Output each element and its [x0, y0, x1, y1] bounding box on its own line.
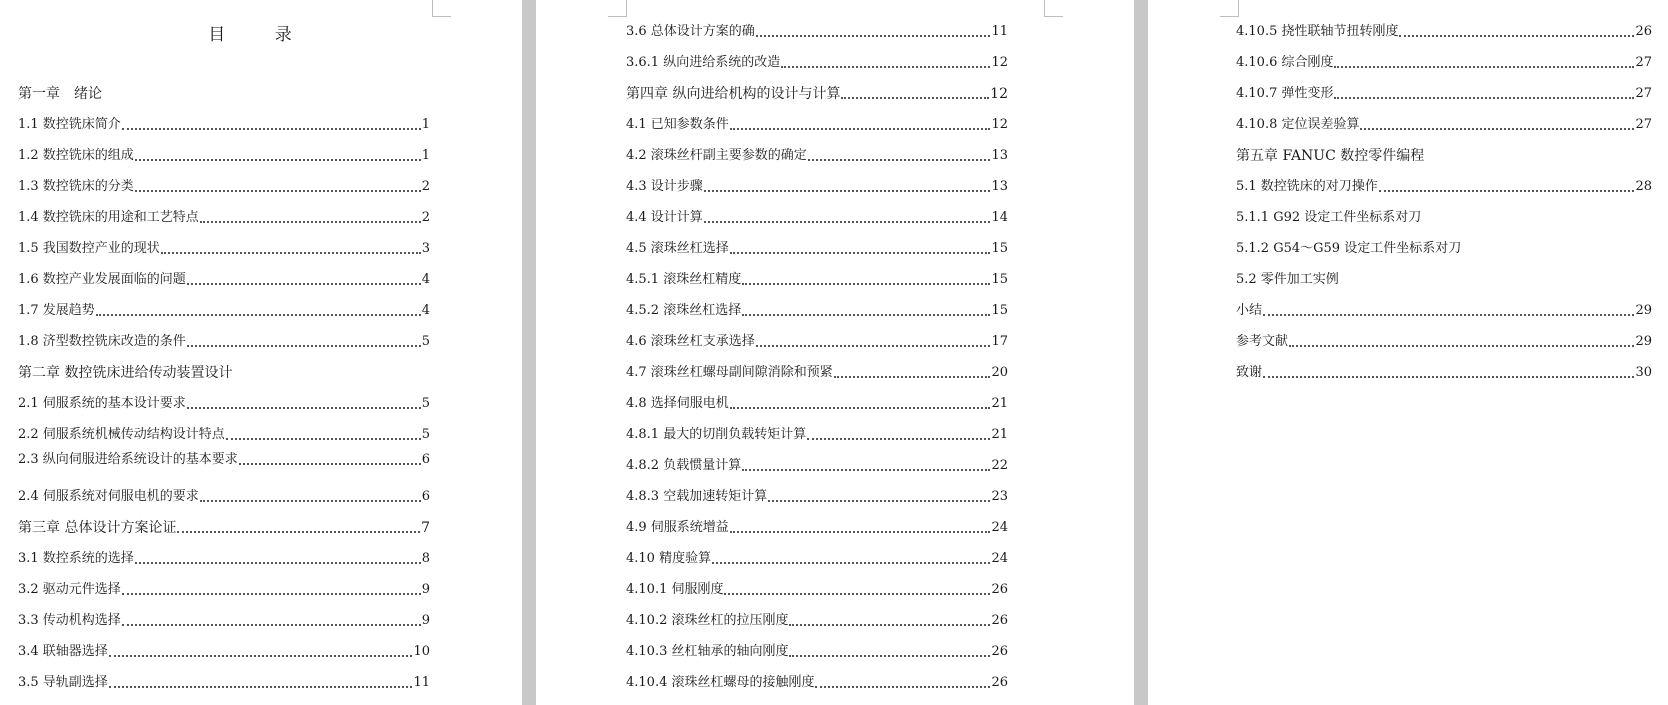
- toc-chapter[interactable]: [18, 520, 430, 536]
- toc-entry-label: 小结: [1236, 303, 1263, 318]
- toc-page-number: 26: [991, 675, 1008, 690]
- toc-leader-dots: [1360, 128, 1634, 130]
- document-page-2: [536, 0, 1134, 705]
- toc-entry[interactable]: [18, 427, 430, 443]
- toc-page-number: 29: [1635, 303, 1652, 318]
- toc-leader-dots: [239, 463, 421, 465]
- toc-entry-label: 第三章 总体设计方案论证: [18, 520, 177, 536]
- toc-entry-label: 4.10.4 滚珠丝杠螺母的接触刚度: [626, 675, 815, 690]
- toc-page-number: 24: [991, 551, 1008, 566]
- toc-page-number: 4: [421, 303, 430, 318]
- toc-leader-dots: [704, 221, 991, 223]
- toc-entry-label: 1.6 数控产业发展面临的问题: [18, 272, 186, 287]
- toc-leader-dots: [1379, 190, 1635, 192]
- toc-page-number: 12: [990, 86, 1008, 102]
- toc-entry[interactable]: [626, 241, 1008, 257]
- toc-page-number: 13: [991, 179, 1008, 194]
- toc-entry[interactable]: [1236, 334, 1652, 350]
- toc-entry[interactable]: [18, 452, 430, 468]
- toc-entry-label: 1.5 我国数控产业的现状: [18, 241, 160, 256]
- toc-entry-label: 第一章 绪论: [18, 86, 102, 102]
- toc-entry[interactable]: [1236, 303, 1652, 319]
- toc-entry-label: 4.2 滚珠丝杆副主要参数的确定: [626, 148, 807, 163]
- toc-leader-dots: [712, 562, 990, 564]
- toc-entry[interactable]: [18, 303, 430, 319]
- toc-entry-label: 4.8 选择伺服电机: [626, 396, 729, 411]
- toc-entry[interactable]: [18, 210, 430, 226]
- toc-leader-dots: [841, 97, 989, 99]
- toc-page-number: 17: [991, 334, 1008, 349]
- toc-entry-label: 1.1 数控铣床简介: [18, 117, 121, 132]
- toc-chapter[interactable]: [18, 86, 430, 102]
- toc-page-number: 6: [421, 452, 430, 467]
- toc-leader-dots: [789, 624, 990, 626]
- toc-page-number: 29: [1635, 334, 1652, 349]
- toc-entry-label: 3.5 导轨副选择: [18, 675, 108, 690]
- toc-entry[interactable]: [626, 458, 1008, 474]
- toc-entry-label: 1.4 数控铣床的用途和工艺特点: [18, 210, 199, 225]
- toc-entry-label: 3.6.1 纵向进给系统的改造: [626, 55, 781, 70]
- toc-leader-dots: [187, 407, 421, 409]
- toc-page-number: 8: [421, 551, 430, 566]
- toc-page-number: 6: [421, 489, 430, 504]
- toc-entry-label: 3.3 传动机构选择: [18, 613, 121, 628]
- toc-entry-label: 4.5 滚珠丝杠选择: [626, 241, 729, 256]
- toc-page-number: 12: [991, 55, 1008, 70]
- toc-page-number: 28: [1635, 179, 1652, 194]
- toc-leader-dots: [135, 190, 421, 192]
- toc-page-number: 22: [991, 458, 1008, 473]
- toc-leader-dots: [1334, 66, 1634, 68]
- toc-entry[interactable]: [626, 582, 1008, 598]
- toc-leader-dots: [1289, 345, 1634, 347]
- toc-leader-dots: [1334, 97, 1634, 99]
- toc-leader-dots: [730, 252, 991, 254]
- toc-page-number: 26: [1635, 24, 1652, 39]
- toc-entry[interactable]: [626, 396, 1008, 412]
- toc-leader-dots: [815, 686, 990, 688]
- toc-entry-label: 4.10.3 丝杠轴承的轴向刚度: [626, 644, 789, 659]
- toc-entry-label: 4.7 滚珠丝杠螺母副间隙消除和预紧: [626, 365, 833, 380]
- page-gutter: [1134, 0, 1148, 705]
- toc-entry[interactable]: [626, 303, 1008, 319]
- toc-entry-label: 2.2 伺服系统机械传动结构设计特点: [18, 427, 225, 442]
- toc-entry[interactable]: [18, 644, 430, 660]
- toc-leader-dots: [808, 159, 991, 161]
- toc-leader-dots: [187, 345, 421, 347]
- toc-entry-label: 3.6 总体设计方案的确: [626, 24, 755, 39]
- toc-leader-dots: [834, 376, 991, 378]
- toc-leader-dots: [187, 283, 421, 285]
- toc-entry[interactable]: [1236, 55, 1652, 71]
- toc-leader-dots: [161, 252, 421, 254]
- toc-page-number: 12: [991, 117, 1008, 132]
- page-corner-mark: [1044, 0, 1063, 17]
- toc-entry[interactable]: [626, 55, 1008, 71]
- toc-entry-label: 4.10.2 滚珠丝杠的拉压刚度: [626, 613, 789, 628]
- toc-entry[interactable]: [626, 24, 1008, 40]
- toc-page-number: 26: [991, 644, 1008, 659]
- toc-entry-label: 3.1 数控系统的选择: [18, 551, 134, 566]
- toc-entry-label: 5.2 零件加工实例: [1236, 272, 1339, 287]
- toc-entry[interactable]: [626, 365, 1008, 381]
- toc-leader-dots: [724, 593, 990, 595]
- toc-page-number: 9: [421, 582, 430, 597]
- toc-page-number: 24: [991, 520, 1008, 535]
- toc-leader-dots: [122, 128, 421, 130]
- toc-page-number: 27: [1635, 86, 1652, 101]
- toc-page-number: 20: [991, 365, 1008, 380]
- toc-entry[interactable]: [18, 272, 430, 288]
- toc-entry-label: 3.2 驱动元件选择: [18, 582, 121, 597]
- toc-page-number: 23: [991, 489, 1008, 504]
- toc-entry-label: 致谢: [1236, 365, 1263, 380]
- toc-leader-dots: [742, 469, 990, 471]
- toc-entry-label: 2.4 伺服系统对伺服电机的要求: [18, 489, 199, 504]
- document-page-3: [1148, 0, 1668, 705]
- toc-entry-label: 4.10 精度验算: [626, 551, 712, 566]
- toc-page-number: 11: [991, 24, 1008, 39]
- toc-entry-label: 4.10.7 弹性变形: [1236, 86, 1334, 101]
- toc-entry-label: 5.1.1 G92 设定工件坐标系对刀: [1236, 210, 1422, 225]
- toc-leader-dots: [768, 500, 990, 502]
- toc-entry[interactable]: [18, 396, 430, 412]
- toc-page-number: 26: [991, 582, 1008, 597]
- toc-page-number: 15: [991, 241, 1008, 256]
- toc-chapter[interactable]: [18, 365, 430, 381]
- toc-page-number: 27: [1635, 117, 1652, 132]
- toc-leader-dots: [177, 531, 420, 533]
- page-corner-mark: [608, 0, 627, 17]
- toc-entry[interactable]: [18, 675, 430, 691]
- toc-entry-label: 4.9 伺服系统增益: [626, 520, 729, 535]
- toc-entry[interactable]: [626, 520, 1008, 536]
- toc-page-number: 2: [421, 179, 430, 194]
- toc-page-number: 21: [991, 427, 1008, 442]
- toc-leader-dots: [756, 345, 991, 347]
- toc-entry-label: 1.8 济型数控铣床改造的条件: [18, 334, 186, 349]
- toc-leader-dots: [730, 128, 991, 130]
- toc-entry-label: 5.1 数控铣床的对刀操作: [1236, 179, 1378, 194]
- toc-entry-label: 4.10.6 综合刚度: [1236, 55, 1334, 70]
- toc-leader-dots: [742, 283, 990, 285]
- toc-entry[interactable]: [626, 179, 1008, 195]
- toc-entry[interactable]: [18, 148, 430, 164]
- toc-page-number: 5: [421, 427, 430, 442]
- toc-entry-label: 2.3 纵向伺服进给系统设计的基本要求: [18, 452, 238, 467]
- toc-page-number: 14: [991, 210, 1008, 225]
- toc-entry[interactable]: [626, 117, 1008, 133]
- toc-entry-label: 4.10.5 挠性联轴节扭转刚度: [1236, 24, 1399, 39]
- toc-page-number: 15: [991, 303, 1008, 318]
- toc-entry-label: 1.7 发展趋势: [18, 303, 95, 318]
- toc-leader-dots: [135, 159, 421, 161]
- toc-page-number: 9: [421, 613, 430, 628]
- toc-leader-dots: [122, 593, 421, 595]
- toc-entry-label: 3.4 联轴器选择: [18, 644, 108, 659]
- toc-entry[interactable]: [1236, 24, 1652, 40]
- toc-entry[interactable]: [1236, 86, 1652, 102]
- toc-entry[interactable]: [1236, 241, 1652, 257]
- toc-entry[interactable]: [1236, 179, 1652, 195]
- toc-page-number: 1: [421, 117, 430, 132]
- toc-leader-dots: [226, 438, 421, 440]
- toc-leader-dots: [200, 221, 421, 223]
- toc-entry-label: 第五章 FANUC 数控零件编程: [1236, 148, 1425, 164]
- toc-entry-label: 2.1 伺服系统的基本设计要求: [18, 396, 186, 411]
- page-corner-mark: [432, 0, 451, 17]
- toc-entry-label: 4.5.1 滚珠丝杠精度: [626, 272, 742, 287]
- toc-leader-dots: [1263, 376, 1634, 378]
- toc-entry[interactable]: [626, 272, 1008, 288]
- toc-entry[interactable]: [18, 241, 430, 257]
- toc-entry-label: 4.4 设计计算: [626, 210, 703, 225]
- toc-leader-dots: [135, 562, 421, 564]
- page-gutter: [522, 0, 536, 705]
- toc-entry[interactable]: [626, 334, 1008, 350]
- toc-entry[interactable]: [18, 613, 430, 629]
- toc-leader-dots: [200, 500, 421, 502]
- toc-entry-label: 4.5.2 滚珠丝杠选择: [626, 303, 742, 318]
- toc-leader-dots: [742, 314, 990, 316]
- toc-entry[interactable]: [626, 613, 1008, 629]
- toc-leader-dots: [807, 438, 990, 440]
- toc-entry[interactable]: [18, 582, 430, 598]
- toc-chapter[interactable]: [1236, 148, 1652, 164]
- toc-entry-label: 4.1 已知参数条件: [626, 117, 729, 132]
- toc-page-number: 11: [413, 675, 430, 690]
- toc-entry-label: 第二章 数控铣床进给传动装置设计: [18, 365, 233, 381]
- toc-entry-label: 4.3 设计步骤: [626, 179, 703, 194]
- toc-entry-label: 4.8.3 空载加速转矩计算: [626, 489, 768, 504]
- toc-leader-dots: [730, 407, 991, 409]
- toc-chapter[interactable]: [626, 86, 1008, 102]
- toc-leader-dots: [756, 35, 991, 37]
- toc-page-number: 3: [421, 241, 430, 256]
- toc-entry-label: 4.10.1 伺服刚度: [626, 582, 724, 597]
- toc-entry-label: 4.8.1 最大的切削负载转矩计算: [626, 427, 807, 442]
- toc-leader-dots: [1263, 314, 1634, 316]
- toc-page-number: 13: [991, 148, 1008, 163]
- toc-entry-label: 第四章 纵向进给机构的设计与计算: [626, 86, 841, 102]
- toc-page-number: 4: [421, 272, 430, 287]
- toc-page-number: 7: [421, 520, 430, 536]
- toc-title: 目 录: [208, 25, 314, 45]
- toc-entry-label: 4.8.2 负载惯量计算: [626, 458, 742, 473]
- document-page-1: [0, 0, 522, 705]
- toc-page-number: 21: [991, 396, 1008, 411]
- toc-leader-dots: [109, 686, 413, 688]
- toc-entry-label: 4.6 滚珠丝杠支承选择: [626, 334, 755, 349]
- toc-entry[interactable]: [18, 179, 430, 195]
- toc-entry-label: 5.1.2 G54～G59 设定工件坐标系对刀: [1236, 241, 1462, 256]
- toc-leader-dots: [109, 655, 413, 657]
- toc-page-number: 5: [421, 334, 430, 349]
- toc-entry[interactable]: [626, 427, 1008, 443]
- toc-leader-dots: [122, 624, 421, 626]
- toc-entry[interactable]: [626, 210, 1008, 226]
- toc-entry[interactable]: [1236, 210, 1652, 226]
- toc-entry[interactable]: [626, 675, 1008, 691]
- toc-entry[interactable]: [626, 148, 1008, 164]
- toc-entry-label: 1.2 数控铣床的组成: [18, 148, 134, 163]
- toc-entry-label: 1.3 数控铣床的分类: [18, 179, 134, 194]
- toc-leader-dots: [704, 190, 991, 192]
- toc-entry-label: 参考文献: [1236, 334, 1289, 349]
- toc-page-number: 27: [1635, 55, 1652, 70]
- toc-page-number: 2: [421, 210, 430, 225]
- toc-entry[interactable]: [626, 489, 1008, 505]
- toc-entry[interactable]: [18, 489, 430, 505]
- toc-entry[interactable]: [18, 117, 430, 133]
- toc-entry[interactable]: [626, 551, 1008, 567]
- toc-entry[interactable]: [18, 334, 430, 350]
- toc-leader-dots: [789, 655, 990, 657]
- toc-entry[interactable]: [1236, 365, 1652, 381]
- toc-leader-dots: [96, 314, 421, 316]
- toc-leader-dots: [1399, 35, 1634, 37]
- toc-page-number: 15: [991, 272, 1008, 287]
- toc-page-number: 10: [413, 644, 430, 659]
- toc-page-number: 5: [421, 396, 430, 411]
- toc-entry[interactable]: [1236, 272, 1652, 288]
- page-corner-mark: [1220, 0, 1239, 17]
- toc-entry[interactable]: [18, 551, 430, 567]
- toc-entry[interactable]: [626, 644, 1008, 660]
- toc-page-number: 1: [421, 148, 430, 163]
- toc-entry-label: 4.10.8 定位误差验算: [1236, 117, 1360, 132]
- toc-leader-dots: [781, 66, 990, 68]
- toc-page-number: 30: [1635, 365, 1652, 380]
- toc-leader-dots: [730, 531, 991, 533]
- toc-entry[interactable]: [1236, 117, 1652, 133]
- toc-page-number: 26: [991, 613, 1008, 628]
